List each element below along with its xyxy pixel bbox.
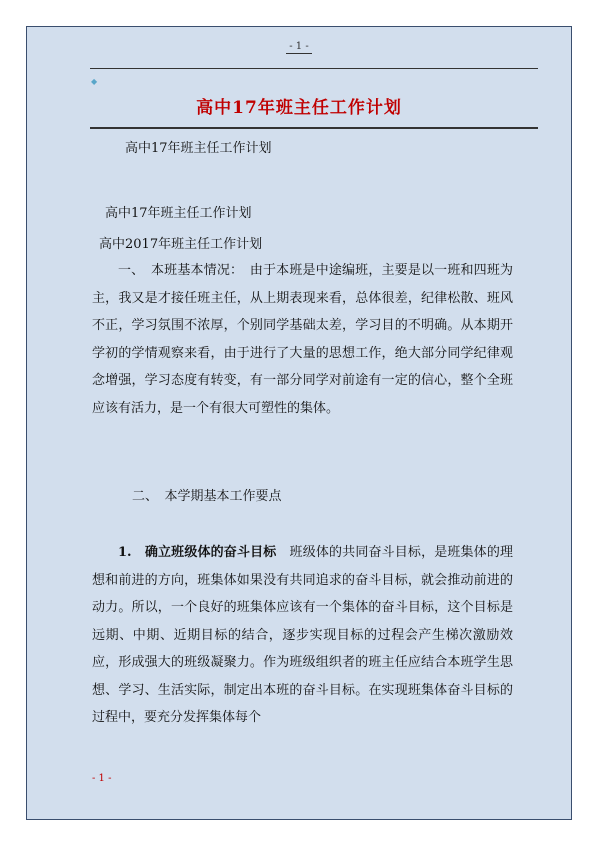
section-2-heading: 二、 本学期基本工作要点 bbox=[132, 489, 282, 504]
subtitle-line-1: 高中17年班主任工作计划 bbox=[125, 141, 272, 156]
item-1-heading: 1. 确立班级体的奋斗目标 bbox=[118, 545, 277, 560]
section-1-text: 由于本班是中途编班，主要是以一班和四班为主，我又是才接任班主任，从上期表现来看，总体很差，纪律松散、班风不正，学习氛围不浓厚，个别同学基础太差，学习目的不明确。从本期开学初的学情观察来看，由于进行了大量的思想工作，绝大部分同学纪律观念增强，学习态度有转变，有一部分同学对前途有一定的信心，整个全班应该有活力，是一个有很大可塑性的集体。 bbox=[92, 263, 513, 416]
footer-page-number: - 1 - bbox=[92, 773, 112, 784]
subtitle-line-3: 高中2017年班主任工作计划 bbox=[99, 237, 263, 252]
document-page bbox=[26, 26, 572, 820]
item-1-paragraph bbox=[92, 539, 513, 732]
header-page-number: - 1 - bbox=[27, 41, 571, 52]
section-1-heading: 一、 本班基本情况： bbox=[118, 263, 237, 278]
header-rule bbox=[90, 68, 538, 69]
diamond-icon: ◆ bbox=[91, 77, 98, 86]
section-1-paragraph bbox=[92, 257, 513, 422]
item-1-text: 班级体的共同奋斗目标，是班集体的理想和前进的方向，班集体如果没有共同追求的奋斗目标，就会推动前进的动力。所以，一个良好的班集体应该有一个集体的奋斗目标，这个目标是远期、中期、近期目标的结合，逐步实现目标的过程会产生梯次激励效应，形成强大的班级凝聚力。作为班级组织者的班主任应结合本班学生思想、学习、生活实际，制定出本班的奋斗目标。在实现班集体奋斗目标的过程中，要充分发挥集体每个 bbox=[92, 545, 513, 725]
title-rule bbox=[90, 127, 538, 129]
document-title: 高中17年班主任工作计划 bbox=[196, 98, 402, 118]
subtitle-line-2: 高中17年班主任工作计划 bbox=[105, 206, 252, 221]
